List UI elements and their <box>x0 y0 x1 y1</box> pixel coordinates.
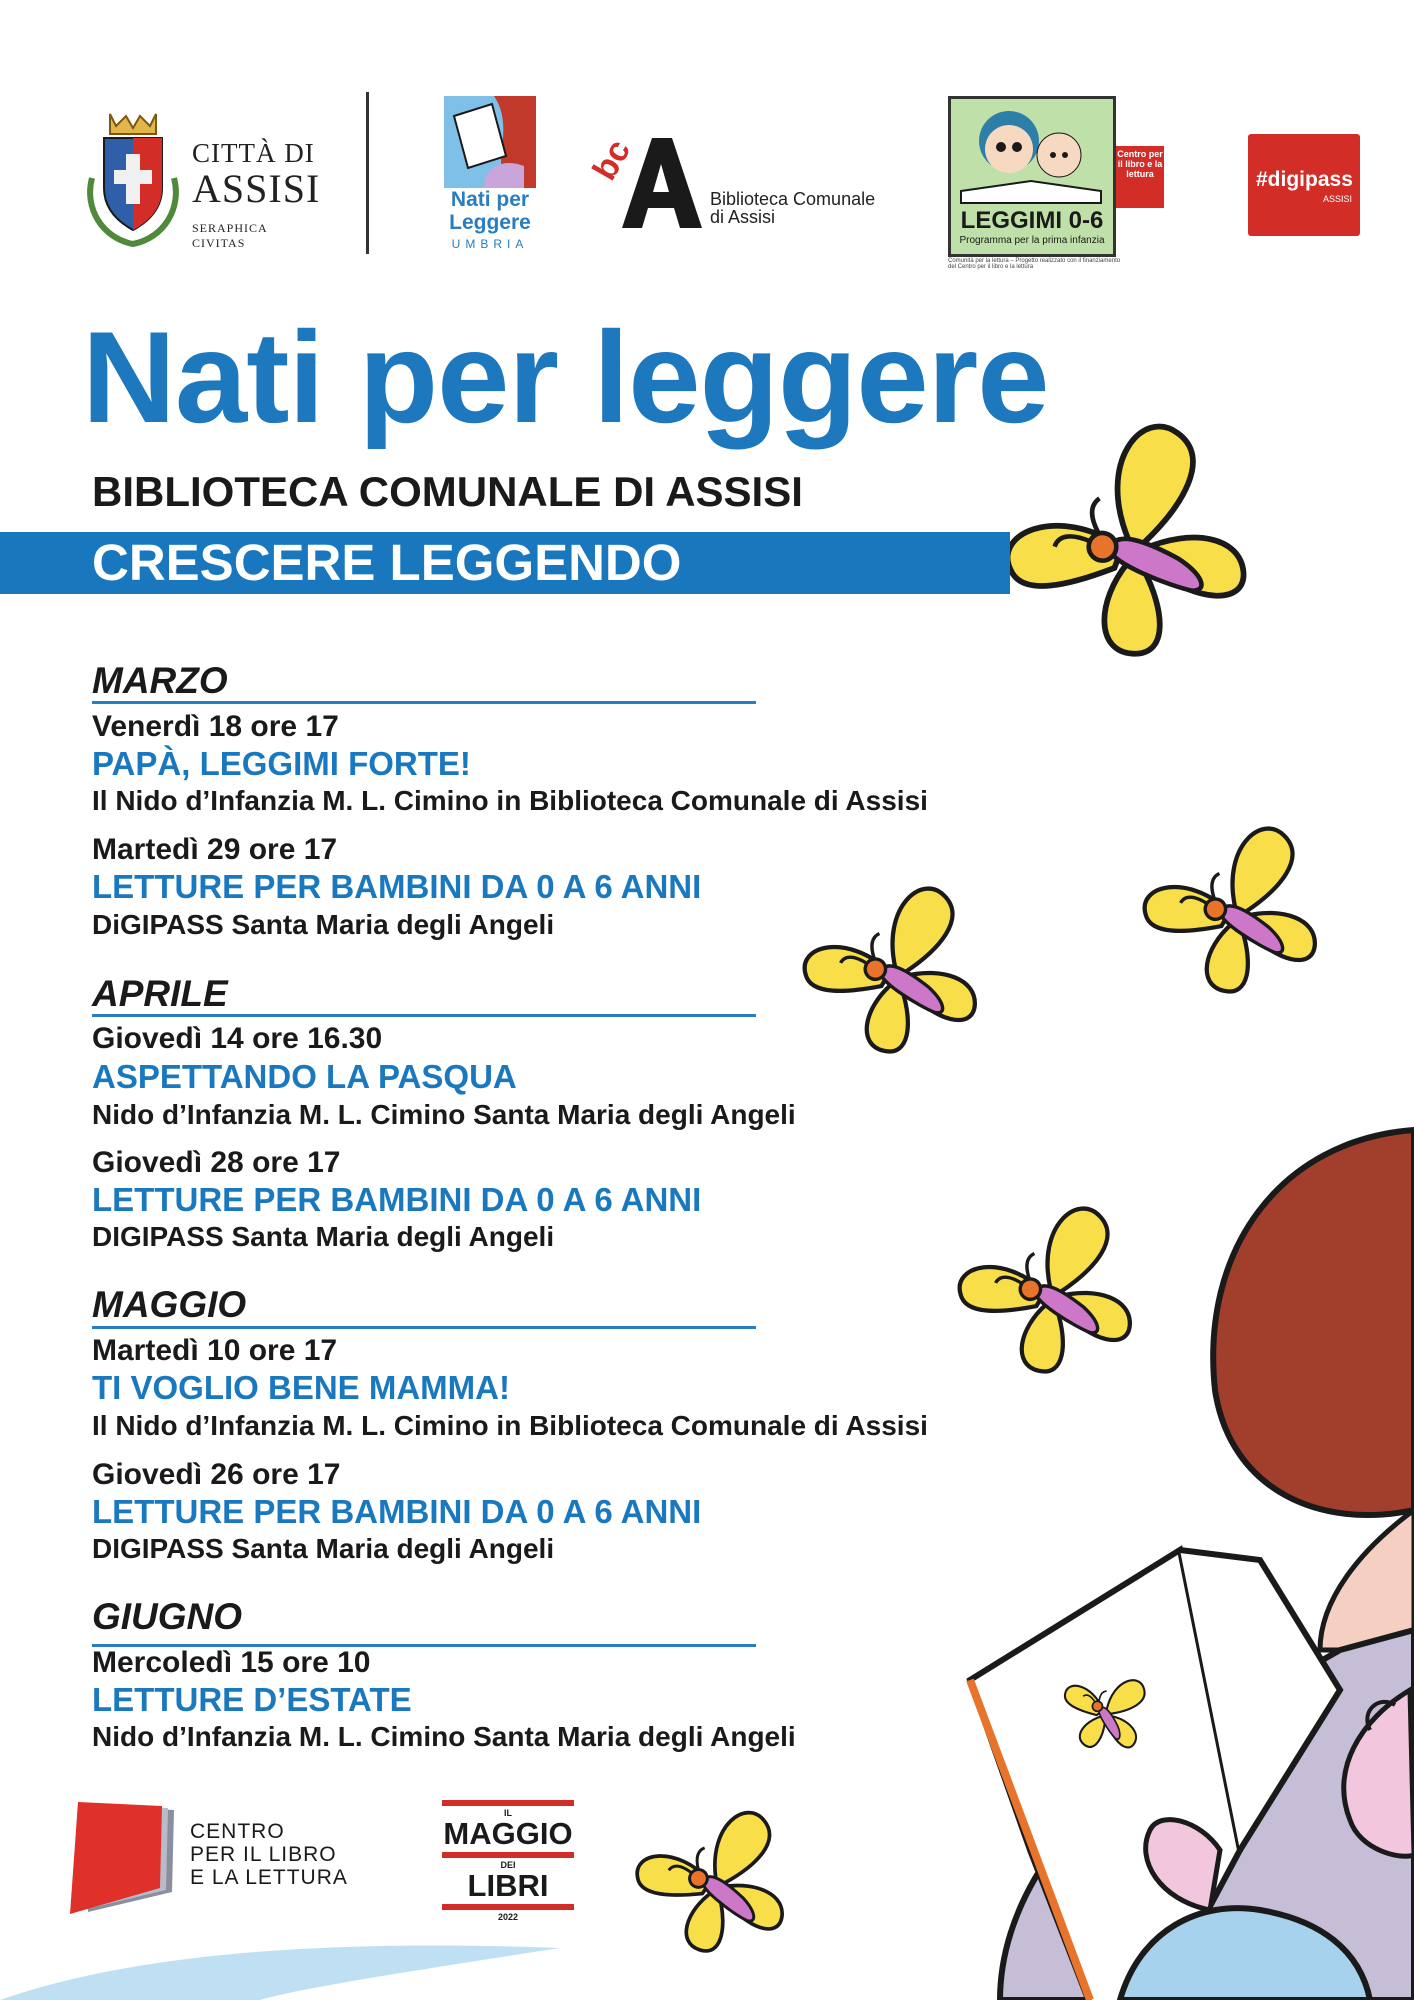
logo-divider <box>366 92 369 254</box>
npl-book-icon <box>444 96 536 188</box>
event-place: Nido d’Infanzia M. L. Cimino Santa Maria degli Angeli <box>92 1099 796 1130</box>
npl-line2: Leggere <box>449 211 531 234</box>
leggimi-side-badge: Centro per il libro e la lettura <box>1116 146 1164 208</box>
cepell-line3: E LA LETTURA <box>190 1866 348 1889</box>
assisi-coat-of-arms-icon <box>82 108 184 248</box>
centro-per-il-libro-logo <box>68 1800 388 1920</box>
book-stack-icon <box>68 1800 180 1918</box>
leggimi-subtitle: Programma per la prima infanzia <box>959 235 1105 246</box>
digipass-assisi-logo <box>1248 134 1360 236</box>
decorative-wave <box>0 1938 640 2000</box>
npl-line3: UMBRIA <box>451 237 529 251</box>
maggio-bar <box>442 1852 574 1858</box>
maggio-bar <box>442 1800 574 1806</box>
event-title: TI VOGLIO BENE MAMMA! <box>92 1369 510 1406</box>
butterfly-illustration <box>980 420 1280 680</box>
butterfly-illustration <box>615 1785 815 1985</box>
maggio-year: 2022 <box>497 1912 519 1922</box>
event-title: ASPETTANDO LA PASQUA <box>92 1058 517 1095</box>
maggio-word1: MAGGIO <box>443 1816 573 1851</box>
children-reading-icon <box>951 99 1113 209</box>
event-title: LETTURE PER BAMBINI DA 0 A 6 ANNI <box>92 1493 702 1530</box>
biblioteca-comunale-logo <box>585 128 920 238</box>
event-date: Mercoledì 15 ore 10 <box>92 1646 371 1679</box>
event-date: Martedì 10 ore 17 <box>92 1334 338 1367</box>
bca-line1: Biblioteca Comunale <box>710 189 876 209</box>
event-place: Il Nido d’Infanzia M. L. Cimino in Biblioteca Comunale di Assisi <box>92 1410 928 1441</box>
bca-line2: di Assisi <box>710 207 776 227</box>
cepell-line2: PER IL LIBRO <box>190 1843 337 1866</box>
leggimi-credit: Comunità per la lettura – Progetto realizzato con il finanziamento del Centro per il libro e la lettura <box>948 258 1121 270</box>
page-subtitle: BIBLIOTECA COMUNALE DI ASSISI <box>92 468 803 515</box>
butterfly-illustration <box>780 860 1010 1090</box>
month-divider <box>92 1014 756 1017</box>
event-place: Il Nido d’Infanzia M. L. Cimino in Biblioteca Comunale di Assisi <box>92 785 928 816</box>
event-place: Nido d’Infanzia M. L. Cimino Santa Maria degli Angeli <box>92 1721 796 1752</box>
assisi-line2: ASSISI <box>192 166 321 211</box>
event-title: PAPÀ, LEGGIMI FORTE! <box>92 745 471 782</box>
maggio-word2: LIBRI <box>467 1868 549 1903</box>
svg-text:bc: bc <box>585 133 639 187</box>
citta-di-assisi-logo <box>82 108 322 248</box>
month-heading-aprile: APRILE <box>92 973 228 1014</box>
event-date: Giovedì 28 ore 17 <box>92 1146 341 1179</box>
nati-per-leggere-umbria-logo <box>440 96 540 266</box>
assisi-line1: CITTÀ DI <box>192 138 315 168</box>
banner-text: CRESCERE LEGGENDO <box>92 534 682 591</box>
month-heading-marzo: MARZO <box>92 660 228 701</box>
butterfly-illustration <box>1120 800 1350 1030</box>
month-divider <box>92 1326 756 1329</box>
assisi-tagline: SERAPHICA CIVITAS <box>192 221 268 250</box>
event-place: DIGIPASS Santa Maria degli Angeli <box>92 1221 555 1252</box>
event-title: LETTURE PER BAMBINI DA 0 A 6 ANNI <box>92 868 702 905</box>
maggio-dei-libri-logo <box>442 1798 574 1922</box>
npl-line1: Nati per <box>450 188 530 211</box>
event-place: DIGIPASS Santa Maria degli Angeli <box>92 1533 555 1564</box>
page-title: Nati per leggere <box>82 304 1049 450</box>
digipass-name: #digipass <box>1256 168 1353 191</box>
maggio-bar <box>442 1904 574 1910</box>
digipass-city: ASSISI <box>1322 194 1352 204</box>
event-date: Giovedì 14 ore 16.30 <box>92 1022 383 1055</box>
month-heading-giugno: GIUGNO <box>92 1596 243 1637</box>
event-title: LETTURE PER BAMBINI DA 0 A 6 ANNI <box>92 1181 702 1218</box>
leggimi-title: LEGGIMI 0-6 <box>960 207 1104 234</box>
event-date: Martedì 29 ore 17 <box>92 833 338 866</box>
bca-mark-icon <box>585 128 710 238</box>
cepell-line1: CENTRO <box>190 1820 285 1843</box>
event-date: Venerdì 18 ore 17 <box>92 710 339 743</box>
event-title: LETTURE D’ESTATE <box>92 1681 412 1718</box>
event-date: Giovedì 26 ore 17 <box>92 1458 341 1491</box>
butterfly-illustration <box>935 1180 1165 1410</box>
maggio-top: IL <box>504 1808 512 1818</box>
leggimi-0-6-logo <box>948 96 1168 271</box>
maggio-mid: DEI <box>500 1860 516 1870</box>
month-divider <box>92 701 756 704</box>
event-place: DiGIPASS Santa Maria degli Angeli <box>92 909 555 940</box>
month-heading-maggio: MAGGIO <box>92 1284 247 1325</box>
